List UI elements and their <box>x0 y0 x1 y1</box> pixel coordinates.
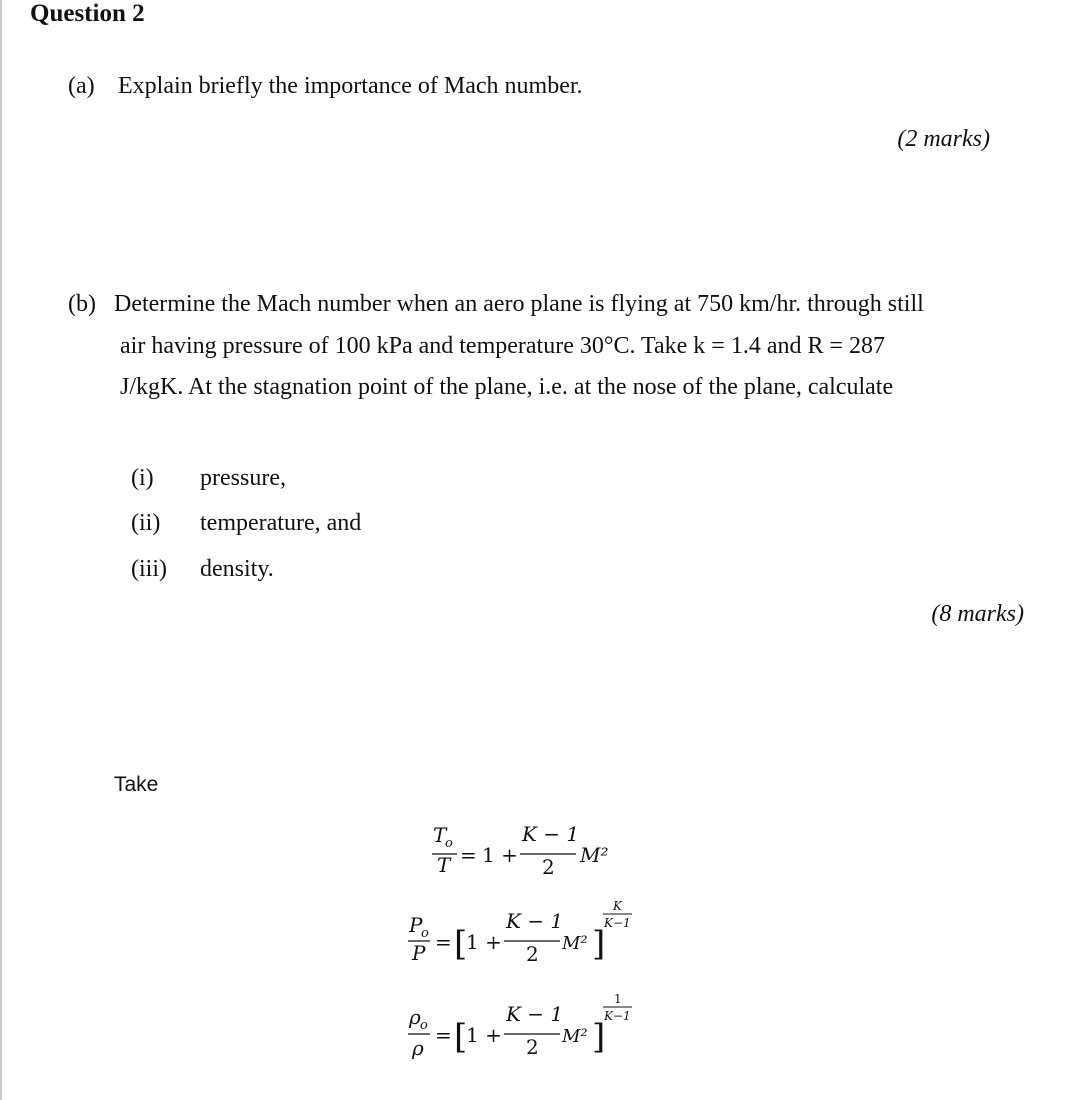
eq1-lhs-den: T <box>437 853 451 877</box>
formula-block <box>380 810 660 1070</box>
part-b-marks: (8 marks) <box>931 601 1024 627</box>
item-num-iii: (iii) <box>131 556 167 582</box>
equation-temperature-ratio <box>432 822 609 879</box>
eq3-equals: = <box>435 1023 452 1047</box>
part-b-label: (b) <box>68 291 96 317</box>
item-num-ii: (ii) <box>131 510 161 536</box>
eq1-lhs-sub: o <box>445 836 453 851</box>
eq2-m-squared: M² <box>562 933 588 954</box>
eq2-one-plus: 1 + <box>466 930 502 954</box>
eq1-equals: = <box>460 843 477 867</box>
take-label: Take <box>114 773 159 796</box>
part-a-marks: (2 marks) <box>897 126 990 152</box>
item-text-density: density. <box>200 556 274 582</box>
page-left-edge <box>0 0 2 1100</box>
eq1-one-plus: 1 + <box>482 843 518 867</box>
eq1-frac-den: 2 <box>542 855 555 879</box>
eq1-frac-num: K − 1 <box>522 822 580 846</box>
part-a-text: Explain briefly the importance of Mach number. <box>118 73 583 99</box>
eq2-left-bracket: [ <box>454 924 468 964</box>
eq3-frac-den: 2 <box>526 1035 539 1059</box>
eq2-exp-num: K <box>613 899 622 913</box>
item-num-i: (i) <box>131 465 154 491</box>
part-b-line-3: J/kgK. At the stagnation point of the plane, i.e. at the nose of the plane, calculate <box>120 374 894 400</box>
eq2-frac-den: 2 <box>526 942 539 966</box>
eq2-lhs-den: P <box>412 941 426 965</box>
eq1-m-squared: M² <box>580 843 609 867</box>
eq3-one-plus: 1 + <box>466 1023 502 1047</box>
eq3-frac-num: K − 1 <box>506 1002 564 1026</box>
eq1-lhs-num: T <box>433 823 447 847</box>
eq2-lhs-sub: o <box>421 926 429 941</box>
eq3-lhs-num: ρ <box>409 1005 421 1029</box>
eq2-frac-num: K − 1 <box>506 909 564 933</box>
eq3-lhs-den: ρ <box>412 1036 424 1060</box>
item-text-pressure: pressure, <box>200 465 286 491</box>
part-a-label: (a) <box>68 73 95 99</box>
equation-density-ratio <box>408 992 632 1060</box>
eq3-m-squared: M² <box>562 1026 588 1047</box>
question-title: Question 2 <box>30 0 145 27</box>
eq3-exp-den: K−1 <box>604 1009 631 1023</box>
eq2-lhs-num: P <box>409 913 423 937</box>
part-b-line-1: Determine the Mach number when an aero plane is flying at 750 km/hr. through still <box>114 291 924 317</box>
eq2-right-bracket: ] <box>592 924 606 964</box>
eq3-right-bracket: ] <box>592 1017 606 1057</box>
eq3-left-bracket: [ <box>454 1017 468 1057</box>
eq3-lhs-sub: o <box>420 1018 428 1033</box>
equation-pressure-ratio <box>408 899 632 966</box>
eq2-exp-den: K−1 <box>604 916 631 930</box>
eq2-equals: = <box>435 930 452 954</box>
item-text-temperature: temperature, and <box>200 510 362 536</box>
part-b-line-2: air having pressure of 100 kPa and temperature 30°C. Take k = 1.4 and R = 287 <box>120 333 886 359</box>
eq3-exp-num: 1 <box>614 992 622 1006</box>
